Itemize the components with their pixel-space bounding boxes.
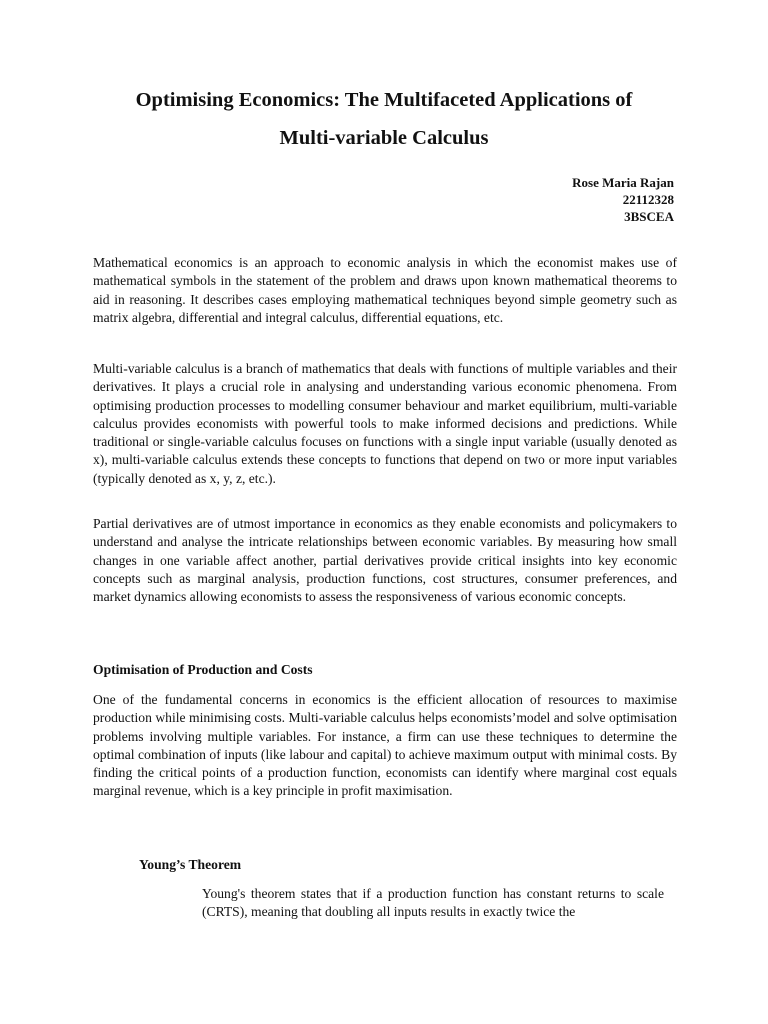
author-id: 22112328 — [622, 192, 674, 207]
author-name: Rose Maria Rajan — [572, 175, 674, 190]
section-paragraph: One of the fundamental concerns in economics is the efficient allocation of resources to maximise production while minimising costs. Multi-variable calculus helps economists’model and solve optimisation problems involving multiple variables. For instance, a firm can use these techniques to determine the optimal combination of inputs (like labour and capital) to achieve maximum output with minimal costs. By finding the critical points of a production function, economists can identify where marginal cost equals marginal revenue, which is a key principle in profit maximisation. — [93, 692, 677, 799]
subsection-paragraph: Young's theorem states that if a production function has constant returns to scale (CRTS), meaning that doubling all inputs results in exactly twice the — [202, 886, 664, 920]
author-class: 3BSCEA — [624, 209, 674, 224]
section-heading: Optimisation of Production and Costs — [93, 662, 313, 677]
subsection-heading: Young’s Theorem — [139, 857, 242, 872]
calculus-paragraph: Multi-variable calculus is a branch of mathematics that deals with functions of multiple variables and their derivatives. It plays a crucial role in analysing and understanding various economic phenomena. From optimising production processes to modelling consumer behaviour and market equilibrium, multi-variable calculus provides economists with powerful tools to make informed decisions and predictions. While traditional or single-variable calculus focuses on functions with a single input variable (usually denoted as x), multi-variable calculus extends these concepts to functions that depend on two or more input variables (typically denoted as x, y, z, etc.). — [93, 361, 677, 486]
document-title-line-2: Multi-variable Calculus — [279, 127, 489, 149]
intro-paragraph: Mathematical economics is an approach to economic analysis in which the economist makes use of mathematical symbols in the statement of the problem and draws upon known mathematical theorems to aid in reasoning. It describes cases employing mathematical techniques beyond simple geometry such as matrix algebra, differential and integral calculus, differential equations, etc. — [93, 255, 677, 325]
partial-derivatives-paragraph: Partial derivatives are of utmost importance in economics as they enable economists and policymakers to understand and analyse the intricate relationships between economic variables. By measuring how small changes in one variable affect another, partial derivatives provide critical insights into key economic concepts such as marginal analysis, production functions, cost structures, consumer preferences, and market dynamics allowing economists to assess the responsiveness of various economic concepts. — [93, 516, 677, 605]
document-title-line-1: Optimising Economics: The Multifaceted Applications of — [135, 89, 633, 111]
